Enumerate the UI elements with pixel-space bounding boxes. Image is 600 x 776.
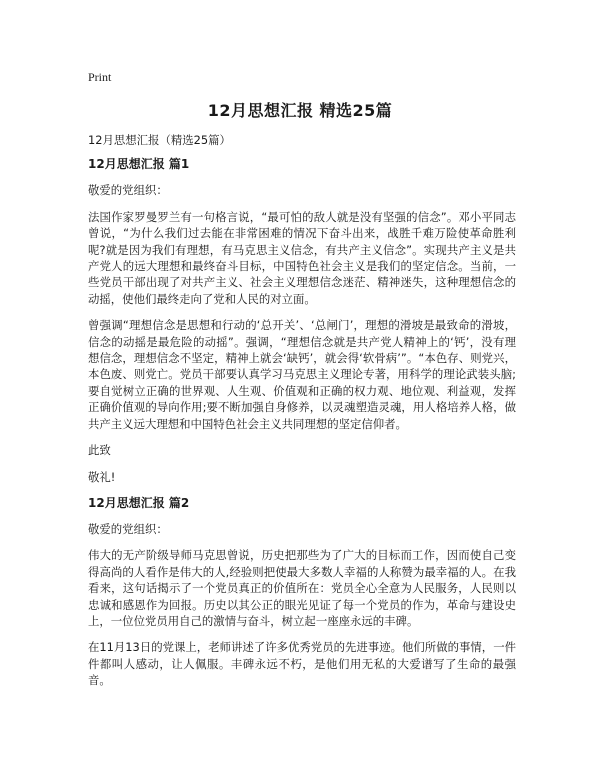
section-heading-2: 12月思想汇报 篇2	[88, 495, 190, 510]
print-link[interactable]: Print	[88, 70, 112, 84]
section-1-paragraph-2: 曾强调“理想信念是思想和行动的‘总开关’、‘总闸门’，理想的滑坡是最致命的滑坡，信念的动摇是最危险的动摇”。强调，“理想信念就是共产党人精神上的‘钙’，没有理想信念，理想信念不坚定，精神上就会‘缺钙’，就会得‘软骨病’”。“本色存、则党兴，本色废、则党亡。党员干部要认真学习马克思主义理论专著，用科学的理论武装头脑;要自觉树立正确的世界观、人生观、价值观和正确的权力观、地位观、利益观，发挥正确价值观的导向作用;要不断加强自身修养，以灵魂塑造灵魂，用人格培养人格，做共产主义远大理想和中国特色社会主义共同理想的坚定信仰者。	[88, 318, 516, 431]
document-body	[88, 132, 516, 699]
section-1-paragraph-1: 法国作家罗曼罗兰有一句格言说，“最可怕的敌人就是没有坚强的信念”。邓小平同志曾说，“为什么我们过去能在非常困难的情况下奋斗出来，战胜千难万险使革命胜利呢?就是因为我们有理想，有马克思主义信念，有共产主义信念”。实现共产主义是共产党人的远大理想和最终奋斗目标，中国特色社会主义是我们的坚定信念。当前，一些党员干部出现了对共产主义、社会主义理想信念迷茫、精神迷失，这种理想信念的动摇，使他们最终走向了党和人民的对立面。	[88, 209, 516, 306]
section-1-greeting: 敬爱的党组织：	[88, 183, 168, 198]
section-2-paragraph-2: 在11月13日的党课上，老师讲述了许多优秀党员的先进事迹。他们所做的事情，一件件都叫人感动，让人佩服。丰碑永远不朽，是他们用无私的大爱谱写了生命的最强音。	[88, 640, 516, 688]
section-1-closing: 此致	[88, 443, 111, 458]
section-heading-1: 12月思想汇报 篇1	[88, 157, 190, 172]
document-title: 12月思想汇报 精选25篇	[207, 101, 393, 120]
section-2-paragraph-1: 伟大的无产阶级导师马克思曾说，历史把那些为了广大的目标而工作，因而使自己变得高尚的人看作是伟大的人,经验则把使最大多数人幸福的人称赞为最幸福的人。在我看来，这句话揭示了一个党员真正的价值所在：党员全心全意为人民服务，人民则以忠诚和感恩作为回报。历史以其公正的眼光见证了每一个党员的作为，革命与建设史上，一位位党员用自己的激情与奋斗，树立起一座座永远的丰碑。	[88, 548, 516, 628]
document-subtitle: 12月思想汇报（精选25篇）	[88, 133, 231, 147]
section-2-greeting: 敬爱的党组织：	[88, 521, 168, 536]
section-1-salute: 敬礼!	[88, 469, 116, 484]
